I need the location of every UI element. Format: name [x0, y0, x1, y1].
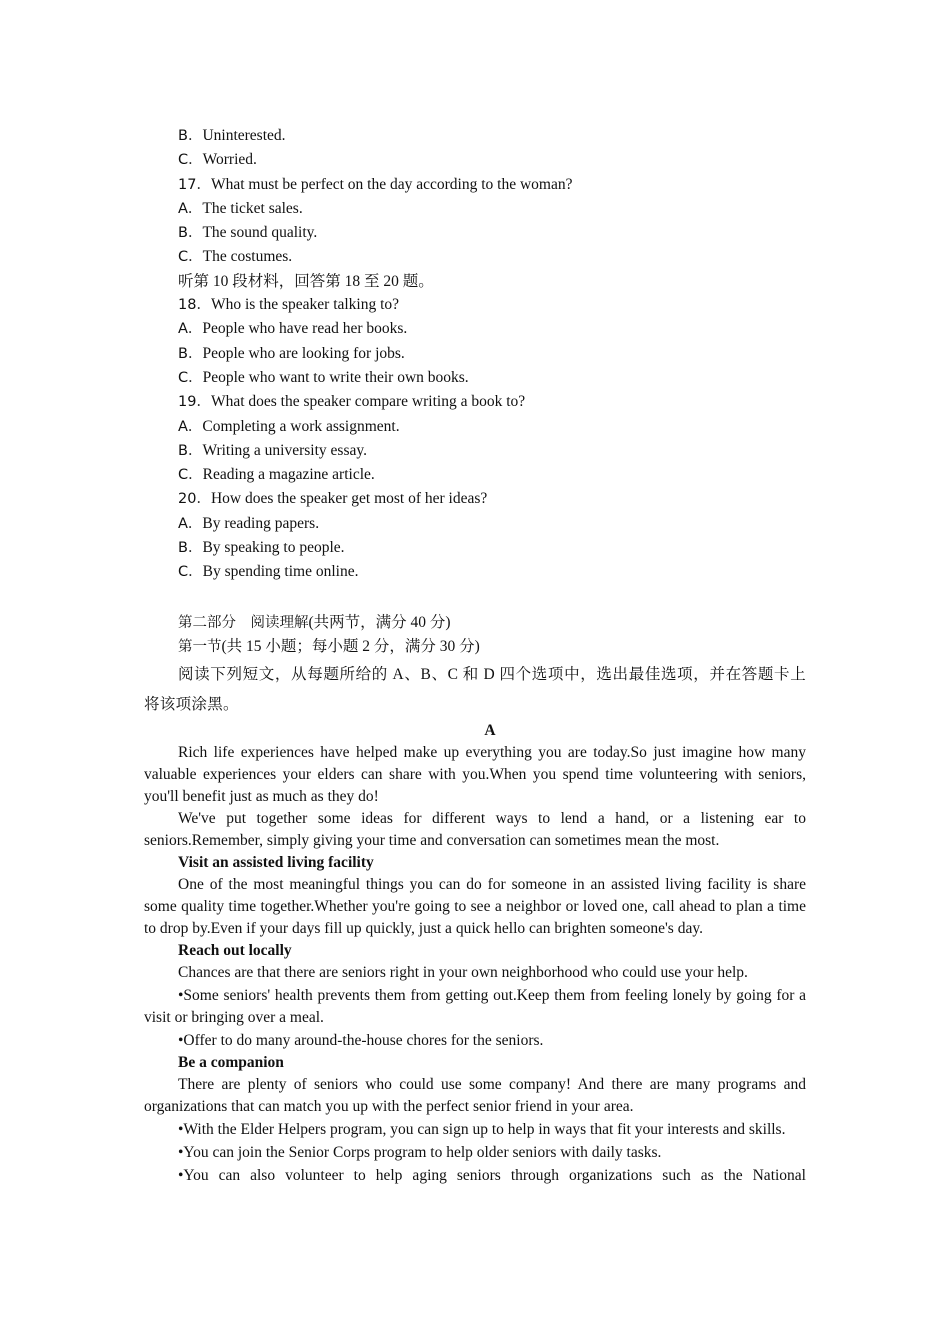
option-text: By reading papers. — [202, 514, 320, 532]
part-title — [144, 611, 806, 636]
option-line — [144, 463, 806, 487]
question-text: Who is the speaker talking to? — [210, 296, 400, 314]
option-text: People who want to write their own books. — [202, 368, 469, 386]
option-label: C． — [178, 152, 203, 169]
passage-label: A — [484, 721, 496, 739]
option-line — [144, 342, 806, 366]
document-page — [144, 124, 806, 1187]
option-text: Uninterested. — [202, 127, 286, 144]
option-text: Worried. — [202, 151, 257, 169]
bullet-item: •Some seniors' health prevents them from getting out.Keep them from feeling lonely by going for a visit or bringing over a meal. — [144, 986, 806, 1026]
question-number: 20． — [178, 491, 211, 508]
option-label: B． — [178, 128, 203, 144]
option-label: C． — [178, 369, 203, 386]
question-17 — [144, 173, 806, 197]
paragraph: Chances are that there are seniors right in your own neighborhood who could use your help. — [178, 963, 748, 981]
option-label: C． — [178, 564, 203, 581]
option-line — [144, 317, 806, 341]
option-text: The costumes. — [202, 248, 293, 266]
option-text: By speaking to people. — [202, 539, 345, 557]
question-text: How does the speaker get most of her ideas? — [210, 490, 488, 508]
option-line — [144, 124, 806, 148]
option-text: The sound quality. — [202, 224, 318, 242]
bullet-item: •Offer to do many around-the-house chores for the seniors. — [178, 1031, 544, 1049]
option-text: Completing a work assignment. — [202, 417, 400, 435]
question-18 — [144, 293, 806, 317]
option-line — [144, 148, 806, 172]
section-title — [144, 635, 806, 660]
option-line — [144, 512, 806, 536]
question-text: What must be perfect on the day according to the woman? — [210, 175, 573, 193]
paragraph: Rich life experiences have helped make up everything you are today.So just imagine how many valuable experiences your elders can share with you.When you spend time volunteering with seniors, you'll benefit just as much as they do! — [144, 743, 806, 805]
section-title-label: 第一节 — [178, 639, 222, 656]
question-19 — [144, 390, 806, 414]
instructions: 阅读下列短文，从每题所给的 A、B、C 和 D 四个选项中，选出最佳选项，并在答题卡上将该项涂黑。 — [144, 665, 806, 713]
option-label: B． — [178, 345, 203, 362]
question-number: 19． — [178, 394, 211, 411]
part-title-label: 第二部分 阅读理解 — [178, 614, 309, 631]
bullet-item: •You can also volunteer to help aging seniors through organizations such as the National — [178, 1166, 806, 1184]
paragraph: We've put together some ideas for different ways to lend a hand, or a listening ear to seniors.Remember, simply giving your time and conversation can sometimes mean the most. — [144, 809, 806, 849]
option-label: A． — [178, 418, 203, 435]
option-label: A． — [178, 321, 203, 338]
question-text: What does the speaker compare writing a book to? — [210, 393, 526, 411]
bullet-item: •With the Elder Helpers program, you can sign up to help in ways that fit your interests and skills. — [178, 1120, 786, 1138]
option-line — [144, 439, 806, 463]
option-text: People who have read her books. — [202, 320, 408, 338]
option-label: B． — [178, 442, 203, 459]
option-line — [144, 366, 806, 390]
subheading: Reach out locally — [178, 941, 292, 959]
paragraph: One of the most meaningful things you can do for someone in an assisted living facility is share some quality time together.Whether you're going to see a neighbor or loved one, call ahead to plan a time to drop by.Even if your days fill up quickly, just a quick hello can brighten someone's day. — [144, 875, 806, 937]
option-line — [144, 221, 806, 245]
option-text: People who are looking for jobs. — [202, 344, 405, 362]
option-label: A． — [178, 515, 203, 532]
bullet-item: •You can join the Senior Corps program to help older seniors with daily tasks. — [178, 1143, 662, 1161]
section-title-detail: (共 15 小题；每小题 2 分，满分 30 分) — [221, 638, 480, 656]
question-number: 18． — [178, 297, 211, 314]
option-label: C． — [178, 467, 203, 484]
paragraph: There are plenty of seniors who could use some company! And there are many programs and organizations that can match you up with the perfect senior friend in your area. — [144, 1075, 806, 1115]
option-label: B． — [178, 540, 203, 557]
option-text: The ticket sales. — [202, 199, 303, 217]
section-spacer — [144, 585, 806, 611]
option-label: A． — [178, 200, 203, 217]
part-title-detail: (共两节，满分 40 分) — [308, 613, 451, 631]
option-text: Reading a magazine article. — [202, 466, 375, 484]
option-text: By spending time online. — [202, 563, 359, 581]
question-20 — [144, 487, 806, 511]
question-number: 17． — [178, 176, 211, 193]
option-line — [144, 245, 806, 269]
option-line — [144, 415, 806, 439]
option-line — [144, 560, 806, 584]
option-label: C． — [178, 249, 203, 266]
subheading: Visit an assisted living facility — [178, 853, 374, 871]
option-text: Writing a university essay. — [202, 441, 367, 459]
option-line — [144, 197, 806, 221]
option-line — [144, 536, 806, 560]
subheading: Be a companion — [178, 1053, 284, 1071]
passage-intro: 听第 10 段材料，回答第 18 至 20 题。 — [178, 272, 434, 290]
option-label: B． — [178, 225, 203, 242]
